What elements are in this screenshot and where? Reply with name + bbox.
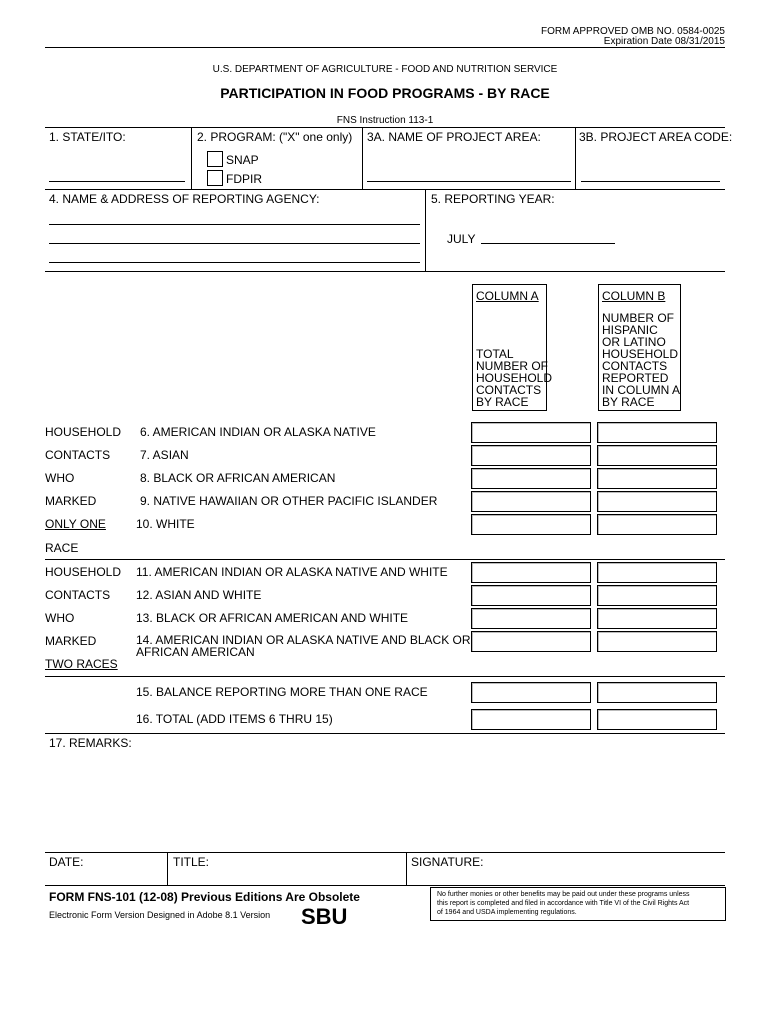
item-9-column-b-input[interactable] <box>597 491 717 512</box>
signature-row-bottom <box>45 885 725 886</box>
program-label: 2. PROGRAM: ("X" one only) <box>197 130 353 144</box>
group-rule <box>45 676 725 677</box>
divider <box>191 127 192 189</box>
item-7-label: 7. ASIAN <box>140 448 189 462</box>
department-name: U.S. DEPARTMENT OF AGRICULTURE - FOOD AND NUTRITION SERVICE <box>212 64 558 75</box>
fns-instruction: FNS Instruction 113-1 <box>336 115 434 126</box>
group-two-label: MARKED <box>45 634 97 648</box>
fdpir-label: FDPIR <box>226 172 262 186</box>
state-label: 1. STATE/ITO: <box>49 130 126 144</box>
item-11-column-a-input[interactable] <box>471 562 591 583</box>
group-two-label: WHO <box>45 611 75 625</box>
form-id: FORM FNS-101 (12-08) Previous Editions Are Obsolete <box>49 890 360 904</box>
item-15-column-a-input[interactable] <box>471 682 591 703</box>
item-11-label: 11. AMERICAN INDIAN OR ALASKA NATIVE AND WHITE <box>136 565 448 579</box>
date-label: DATE: <box>49 855 84 869</box>
title-input[interactable] <box>168 868 405 884</box>
group-rule <box>45 559 725 560</box>
column-a-title: COLUMN A <box>476 289 539 303</box>
group-one-label: MARKED <box>45 494 97 508</box>
item-10-label: 10. WHITE <box>136 517 195 531</box>
signature-input[interactable] <box>407 868 724 884</box>
remarks-input[interactable] <box>45 752 725 850</box>
item-7-column-a-input[interactable] <box>471 445 591 466</box>
group-one-label: WHO <box>45 471 75 485</box>
item-12-column-b-input[interactable] <box>597 585 717 606</box>
remarks-rule <box>45 733 725 734</box>
column-b-header <box>598 284 681 411</box>
item-11-column-b-input[interactable] <box>597 562 717 583</box>
agency-input-line-3[interactable] <box>49 262 420 263</box>
omb-number: FORM APPROVED OMB NO. 0584-0025 <box>541 26 725 37</box>
column-a-header <box>472 284 553 411</box>
item-16-column-b-input[interactable] <box>597 709 717 730</box>
title-label: TITLE: <box>173 855 210 869</box>
item-9-column-a-input[interactable] <box>471 491 591 512</box>
project-area-code-input[interactable] <box>581 181 720 182</box>
item-15-label: 15. BALANCE REPORTING MORE THAN ONE RACE <box>136 685 428 699</box>
divider <box>425 189 426 271</box>
item-12-label: 12. ASIAN AND WHITE <box>136 588 262 602</box>
snap-label: SNAP <box>226 153 259 167</box>
civil-rights-notice <box>430 887 726 921</box>
group-one-label: ONLY ONE <box>45 517 106 531</box>
item-13-column-a-input[interactable] <box>471 608 591 629</box>
item-6-label: 6. AMERICAN INDIAN OR ALASKA NATIVE <box>140 425 376 439</box>
group-two-label: CONTACTS <box>45 588 111 602</box>
project-area-name-label: 3A. NAME OF PROJECT AREA: <box>367 130 541 144</box>
item-13-column-b-input[interactable] <box>597 608 717 629</box>
item-14-column-a-input[interactable] <box>471 631 591 652</box>
divider <box>362 127 363 189</box>
item-12-column-a-input[interactable] <box>471 585 591 606</box>
item-16-column-a-input[interactable] <box>471 709 591 730</box>
item-9-label: 9. NATIVE HAWAIIAN OR OTHER PACIFIC ISLANDER <box>140 494 438 508</box>
item-14-column-b-input[interactable] <box>597 631 717 652</box>
snap-checkbox[interactable] <box>207 151 223 167</box>
group-one-label: CONTACTS <box>45 448 111 462</box>
column-a-description: TOTAL NUMBER OF HOUSEHOLD CONTACTS BY RACE <box>476 347 553 409</box>
item-6-column-b-input[interactable] <box>597 422 717 443</box>
top-rule <box>45 127 725 128</box>
signature-label: SIGNATURE: <box>411 855 484 869</box>
fdpir-checkbox[interactable] <box>207 170 223 186</box>
agency-input-line-2[interactable] <box>49 243 420 244</box>
civil-rights-notice-text: No further monies or other benefits may be paid out under these programs unless this report is completed and filed in accordance with Title VI of the Civil Rights Act of 1964 and USDA implementing regulations. <box>437 891 690 916</box>
group-two-label: TWO RACES <box>45 657 118 671</box>
item-8-label: 8. BLACK OR AFRICAN AMERICAN <box>140 471 336 485</box>
divider <box>575 127 576 189</box>
item-15-column-b-input[interactable] <box>597 682 717 703</box>
state-input[interactable] <box>49 181 185 182</box>
column-b-description: NUMBER OF HISPANIC OR LATINO HOUSEHOLD CONTACTS REPORTED IN COLUMN A BY RACE <box>602 311 681 409</box>
item-8-column-a-input[interactable] <box>471 468 591 489</box>
project-area-code-label: 3B. PROJECT AREA CODE: <box>579 130 733 144</box>
form-title: PARTICIPATION IN FOOD PROGRAMS - BY RACE <box>220 85 550 101</box>
item-7-column-b-input[interactable] <box>597 445 717 466</box>
item-13-label: 13. BLACK OR AFRICAN AMERICAN AND WHITE <box>136 611 409 625</box>
reporting-year-input[interactable] <box>481 243 615 244</box>
project-area-name-input[interactable] <box>367 181 571 182</box>
item-8-column-b-input[interactable] <box>597 468 717 489</box>
expiration-date: Expiration Date 08/31/2015 <box>603 36 725 47</box>
item-16-label: 16. TOTAL (ADD ITEMS 6 THRU 15) <box>136 712 333 726</box>
group-one-label: HOUSEHOLD <box>45 425 122 439</box>
agency-label: 4. NAME & ADDRESS OF REPORTING AGENCY: <box>49 192 320 206</box>
item-10-column-a-input[interactable] <box>471 514 591 535</box>
reporting-year-label: 5. REPORTING YEAR: <box>431 192 555 206</box>
group-one-label: RACE <box>45 541 79 555</box>
remarks-label: 17. REMARKS: <box>49 736 132 750</box>
item-10-column-b-input[interactable] <box>597 514 717 535</box>
date-input[interactable] <box>46 868 166 884</box>
agency-input-line-1[interactable] <box>49 224 420 225</box>
signature-row-top <box>45 852 725 853</box>
item-14-label: 14. AMERICAN INDIAN OR ALASKA NATIVE AND BLACK OR AFRICAN AMERICAN <box>136 633 471 659</box>
electronic-version-note: Electronic Form Version Designed in Adobe 8.1 Version <box>49 910 271 920</box>
sbu-mark: SBU <box>301 904 348 929</box>
column-b-title: COLUMN B <box>602 289 666 303</box>
item-6-column-a-input[interactable] <box>471 422 591 443</box>
row-rule <box>45 271 725 272</box>
group-two-label: HOUSEHOLD <box>45 565 122 579</box>
row-rule <box>45 189 725 190</box>
header-rule <box>45 47 725 48</box>
july-label: JULY <box>447 232 476 246</box>
